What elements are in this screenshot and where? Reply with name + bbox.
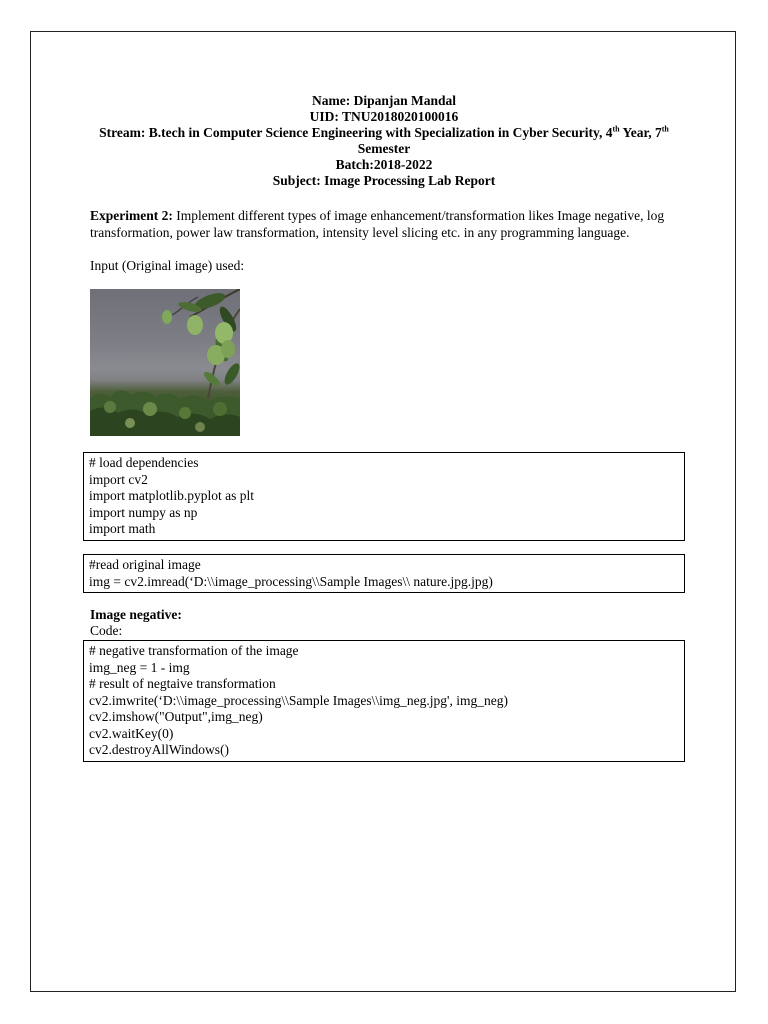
original-image [90,289,240,436]
code-line: cv2.waitKey(0) [89,725,174,741]
experiment-label: Experiment 2: [90,208,173,223]
code-line: import numpy as np [89,504,198,520]
code-line: import cv2 [89,471,148,487]
code-line: cv2.destroyAllWindows() [89,742,230,757]
code-block-dependencies [83,452,685,541]
code-line: # load dependencies [89,455,199,470]
code-block-negative [83,640,685,762]
code-line: import matplotlib.pyplot as plt [89,488,254,503]
experiment-description [90,207,690,241]
stream-semester: Semester [357,141,411,156]
code-line: cv2.imshow("Output",img_neg) [89,709,263,724]
section-title: Image negative: [90,607,182,622]
document-header [82,93,686,189]
code-line: cv2.imwrite(‘D:\\image_processing\\Sample Images\\img_neg.jpg', img_neg) [89,692,508,708]
code-line: # negative transformation of the image [89,643,299,658]
student-batch: Batch:2018-2022 [335,157,433,172]
code-line: #read original image [89,557,201,572]
code-line: img = cv2.imread(‘D:\\image_processing\\Sample Images\\ nature.jpg.jpg) [89,573,493,589]
code-line: img_neg = 1 - img [89,659,190,675]
student-uid: UID: TNU2018020100016 [309,109,459,124]
code-label: Code: [90,623,123,638]
report-subject: Subject: Image Processing Lab Report [272,173,496,188]
student-stream: Stream: B.tech in Computer Science Engineering with Specialization in Cyber Security, 4th Year, 7th [99,124,669,140]
code-line: import math [89,521,156,536]
input-image-label: Input (Original image) used: [90,258,245,273]
code-block-read-image [83,554,685,593]
code-line: # result of negtaive transformation [89,676,276,691]
student-name: Name: Dipanjan Mandal [311,93,456,108]
experiment-text: Implement different types of image enhancement/transformation likes Image negative, log transformation, power law transformation, intensity level slicing etc. in any programming language. [90,208,665,240]
